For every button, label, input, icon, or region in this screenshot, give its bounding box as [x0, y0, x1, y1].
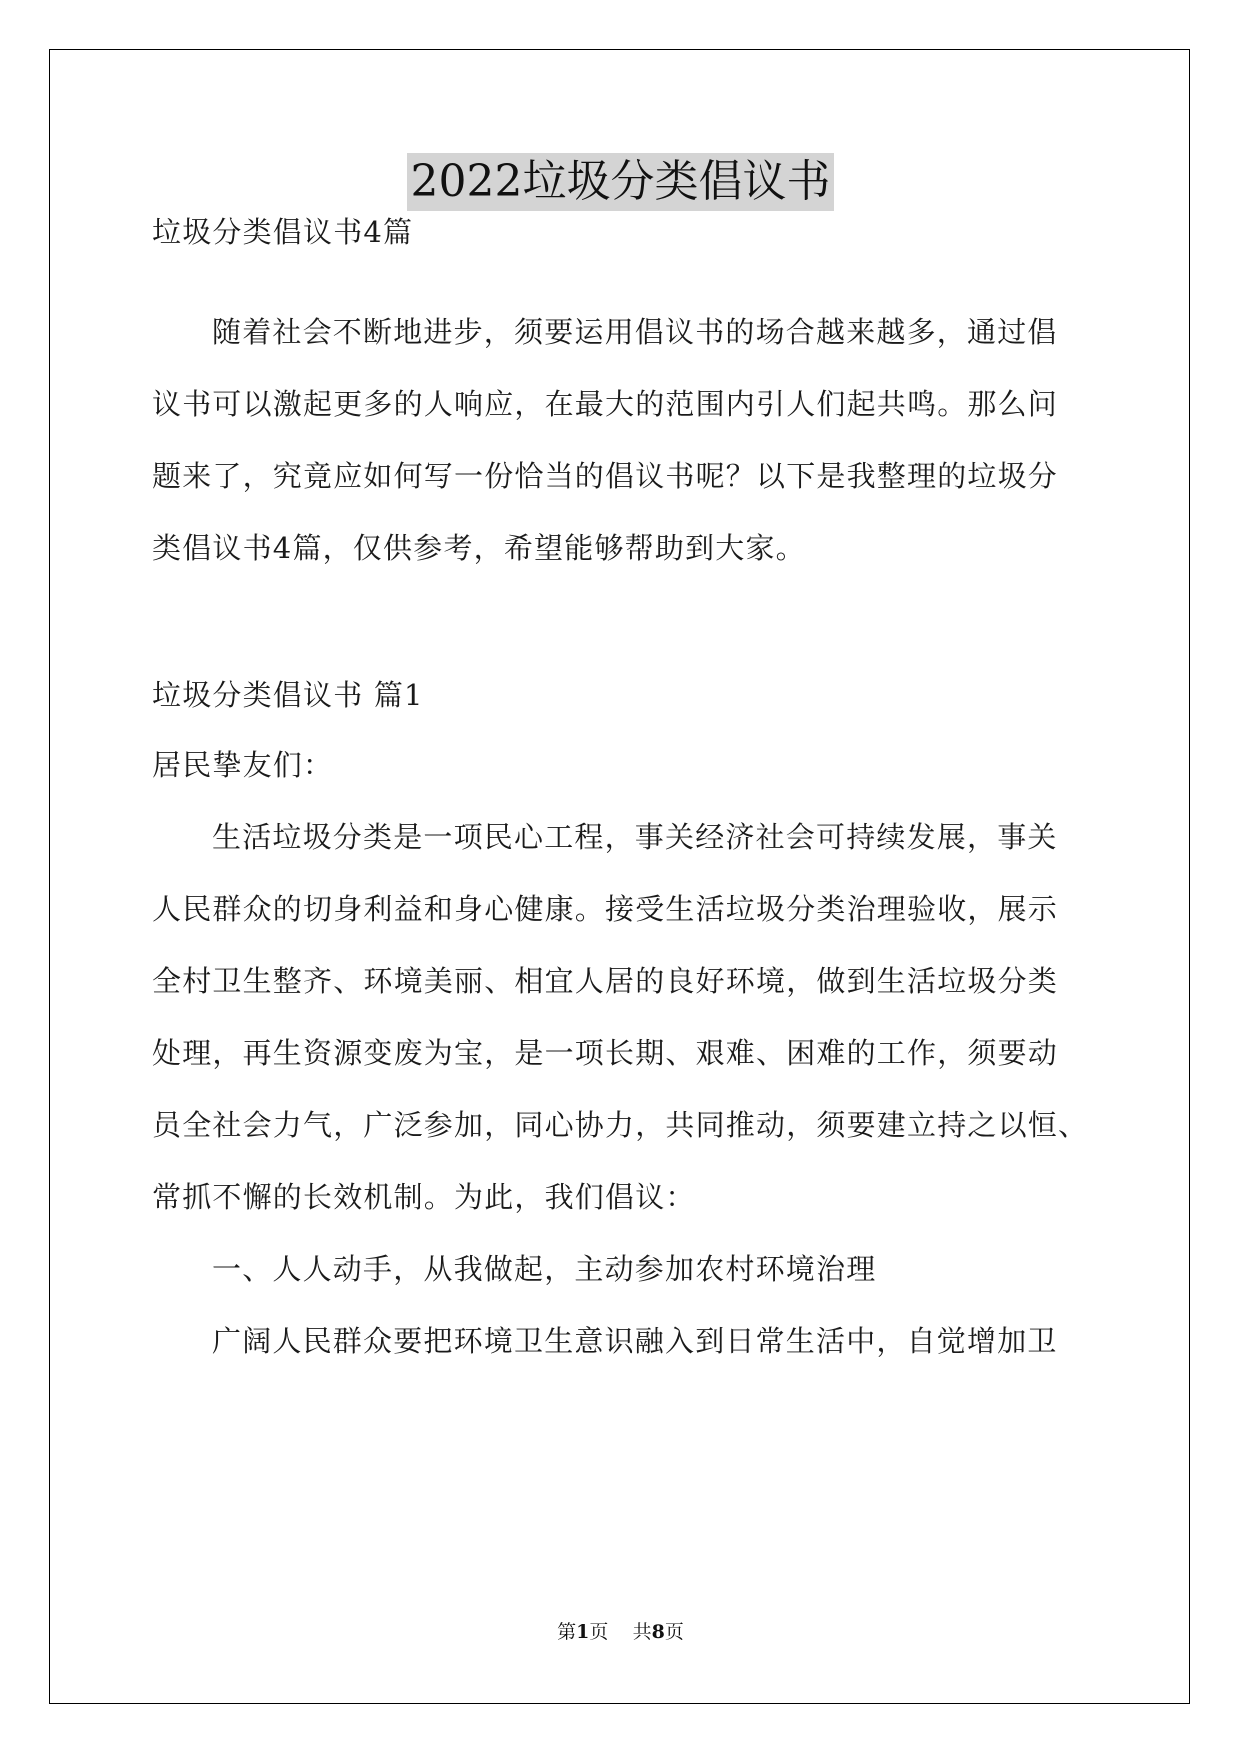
point-line: 广阔人民群众要把环境卫生意识融入到日常生活中，自觉增加卫 — [212, 1324, 1058, 1358]
body-line: 常抓不懈的长效机制。为此，我们倡议： — [152, 1180, 696, 1214]
footer-mid: 页 共 — [589, 1621, 652, 1643]
title-container — [0, 153, 1241, 211]
section-heading: 垃圾分类倡议书 篇1 — [152, 678, 424, 712]
page-border — [49, 49, 1190, 1704]
body-line: 生活垃圾分类是一项民心工程，事关经济社会可持续发展，事关 — [212, 820, 1058, 854]
salutation: 居民挚友们： — [152, 748, 334, 782]
footer-suffix: 页 — [664, 1621, 684, 1643]
page-footer — [0, 1620, 1241, 1644]
subtitle: 垃圾分类倡议书4篇 — [152, 215, 414, 249]
body-line: 全村卫生整齐、环境美丽、相宜人居的良好环境，做到生活垃圾分类 — [152, 964, 1059, 998]
footer-total-pages: 8 — [651, 1621, 665, 1643]
body-line: 员全社会力气，广泛参加，同心协力，共同推动，须要建立持之以恒、 — [152, 1108, 1089, 1142]
intro-line: 议书可以激起更多的人响应，在最大的范围内引人们起共鸣。那么问 — [152, 387, 1059, 421]
body-line: 人民群众的切身利益和身心健康。接受生活垃圾分类治理验收，展示 — [152, 892, 1059, 926]
intro-line: 题来了，究竟应如何写一份恰当的倡议书呢？以下是我整理的垃圾分 — [152, 459, 1059, 493]
point-heading: 一、人人动手，从我做起，主动参加农村环境治理 — [212, 1252, 877, 1286]
intro-line: 类倡议书4篇，仅供参考，希望能够帮助到大家。 — [152, 531, 806, 565]
footer-prefix: 第 — [557, 1621, 577, 1643]
body-line: 处理，再生资源变废为宝，是一项长期、艰难、困难的工作，须要动 — [152, 1036, 1059, 1070]
document-title: 2022垃圾分类倡议书 — [407, 153, 835, 211]
footer-page-number: 1 — [576, 1621, 590, 1643]
intro-line: 随着社会不断地进步，须要运用倡议书的场合越来越多，通过倡 — [212, 315, 1058, 349]
